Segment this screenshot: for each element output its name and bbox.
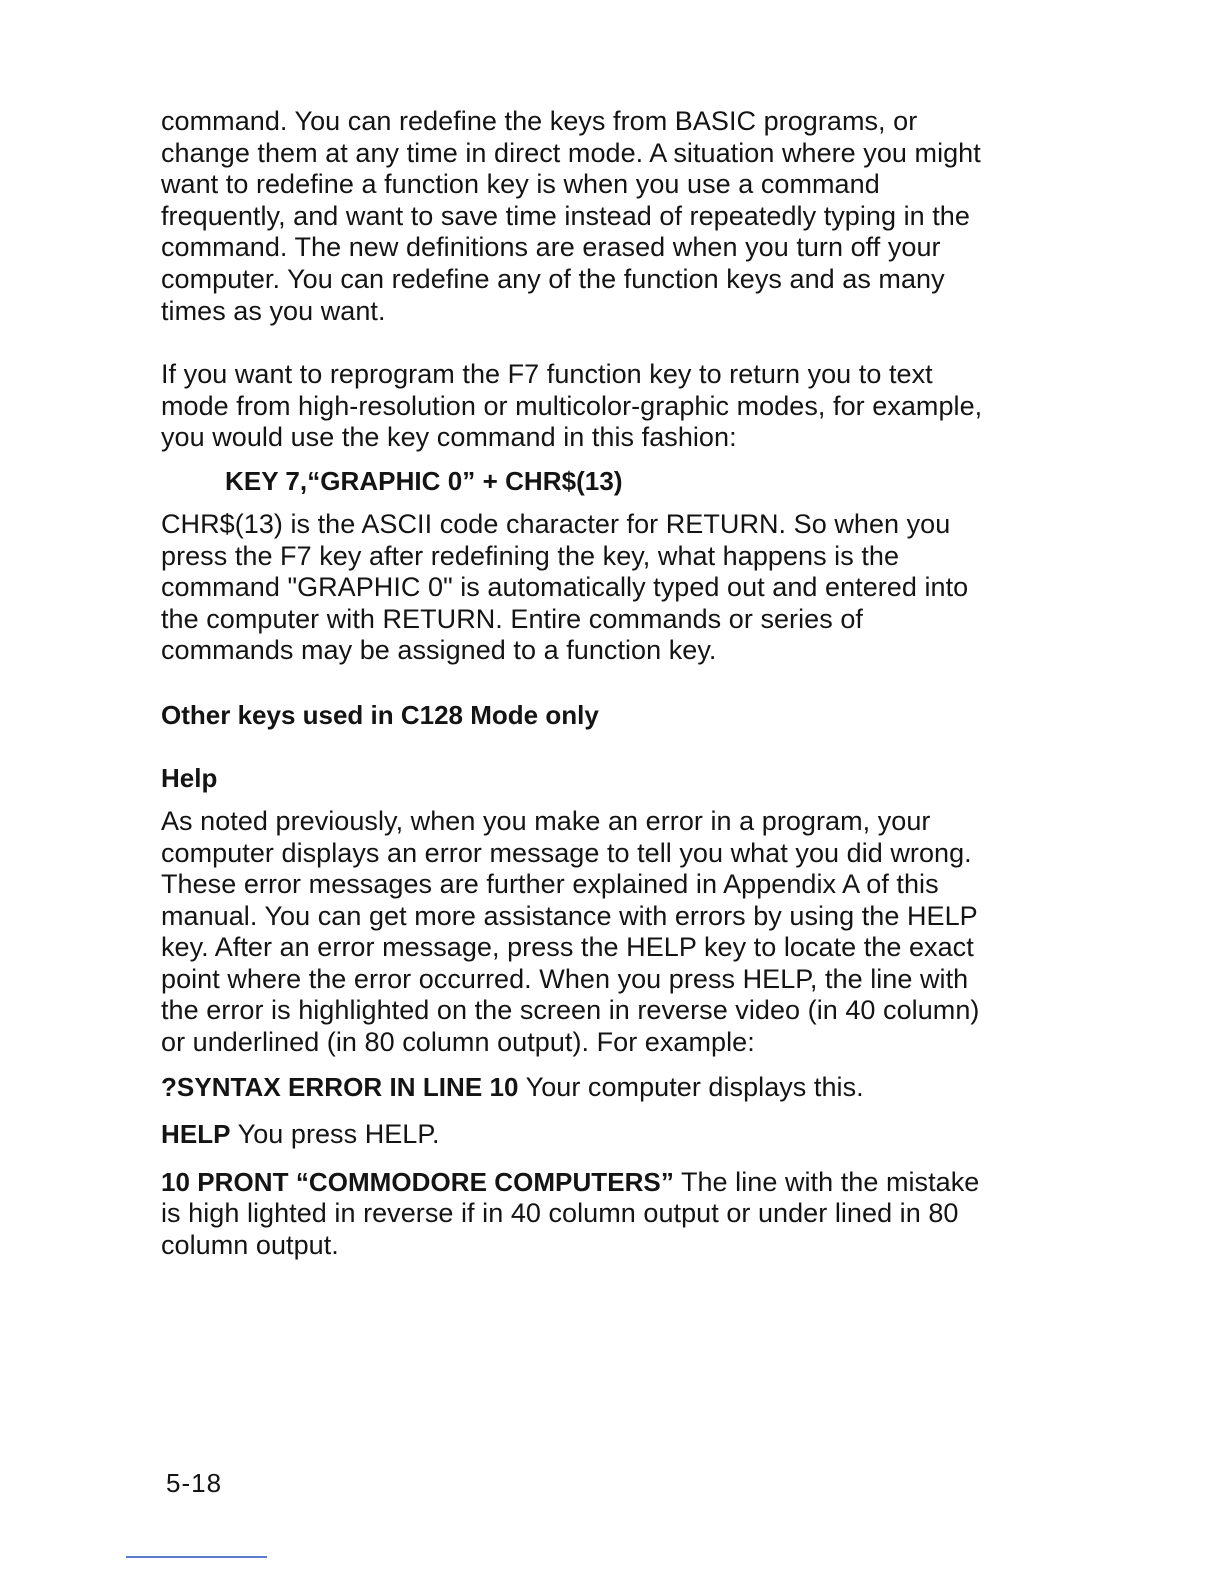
example-pront-line <box>161 1167 1001 1262</box>
example-syntax-error <box>161 1072 1001 1104</box>
example-help-note: You press HELP. <box>230 1119 440 1150</box>
paragraph-help-key: As noted previously, when you make an error in a program, your computer displays an error message to tell you what you did wrong. These error messages are further explained in Appendix A of this manual. You can get more assistance with errors by using the HELP key. After an error message, press the HELP key to locate the exact point where the error occurred. When you press HELP, the line with the error is highlighted on the screen in reverse video (in 40 column) or underlined (in 80 column output). For example: <box>161 805 980 1058</box>
example-syntax-error-note: Your computer displays this. <box>518 1071 864 1102</box>
example-help-code: HELP <box>161 1119 231 1150</box>
example-pront-note: The line with the mistake is high lighted in reverse if in 40 column output or under lined in 80 column output. <box>161 1166 980 1261</box>
subsection-heading-help: Help <box>161 762 218 793</box>
section-heading-other-keys: Other keys used in C128 Mode only <box>161 699 599 730</box>
paragraph-redefine-keys: command. You can redefine the keys from BASIC programs, or change them at any time in direct mode. A situation where you might want to redefine a function key is when you use a command frequently, and want to save time instead of repeatedly typing in the command. The new definitions are erased when you turn off your computer. You can redefine any of the function keys and as many times as you want. <box>161 106 981 326</box>
example-pront-code: 10 PRONT “COMMODORE COMPUTERS” <box>161 1166 674 1197</box>
text-column <box>161 106 1001 1278</box>
code-example-key-command: KEY 7,“GRAPHIC 0” + CHR$(13) <box>225 465 623 496</box>
page-number: 5-18 <box>166 1468 223 1498</box>
paragraph-reprogram-f7: If you want to reprogram the F7 function key to return you to text mode from high-resolution or multicolor-graphic modes, for example, you would use the key command in this fashion: <box>161 359 983 453</box>
paragraph-chr13-explanation: CHR$(13) is the ASCII code character for RETURN. So when you press the F7 key after redefining the key, what happens is the command "GRAPHIC 0" is automatically typed out and entered into the computer with RETURN. Entire commands or series of commands may be assigned to a function key. <box>161 508 969 666</box>
example-syntax-error-code: ?SYNTAX ERROR IN LINE 10 <box>161 1071 519 1102</box>
bottom-rule <box>126 1556 267 1558</box>
example-help <box>161 1119 1001 1151</box>
